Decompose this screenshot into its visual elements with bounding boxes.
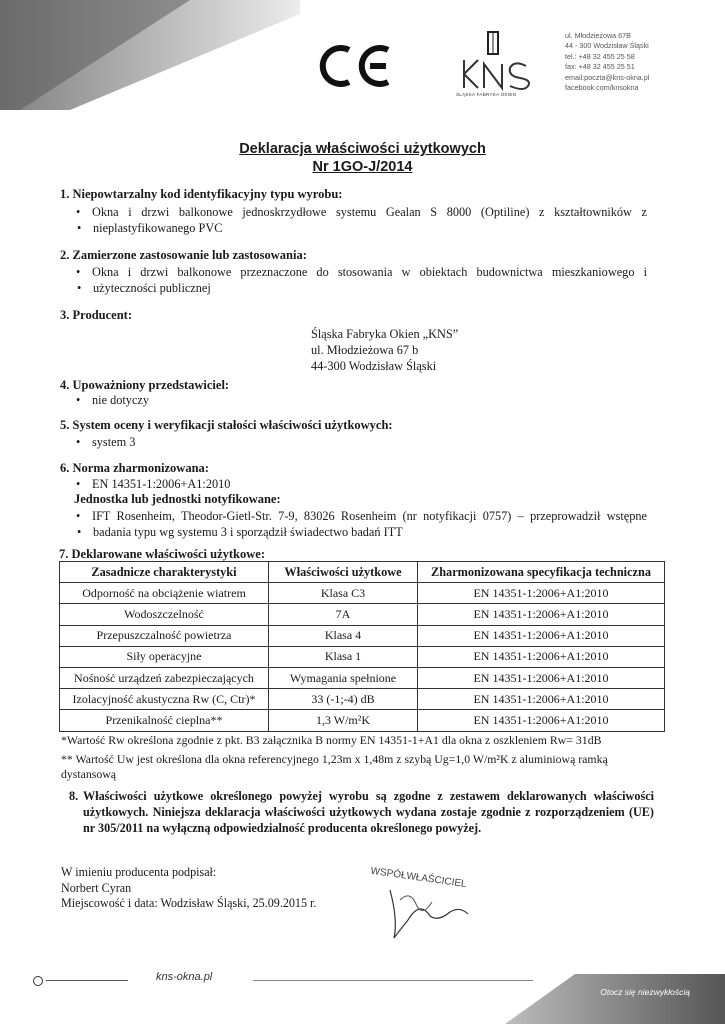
corner-decoration-top (0, 0, 300, 110)
table-row (60, 604, 665, 625)
section-2-heading: 2. Zamierzone zastosowanie lub zastosowania: (60, 248, 307, 262)
table-cell: EN 14351-1:2006+A1:2010 (418, 689, 665, 710)
footnote-uw-cont: dystansową (61, 767, 117, 781)
table-cell: Przepuszczalność powietrza (60, 625, 269, 646)
section-8-number: 8. (69, 789, 79, 803)
section-5-bullet: • system 3 (92, 434, 135, 451)
table-cell: Klasa C3 (269, 583, 418, 604)
address-line: facebook.com/knsokna (565, 83, 639, 93)
title-line-2: Nr 1GO-J/2014 (312, 159, 413, 175)
footnote-rw: *Wartość Rw określona zgodnie z pkt. B3 załącznika B normy EN 14351-1+A1 dla okna z oszkleniem Rw= 31dB (61, 733, 602, 747)
section-4-heading: 4. Upoważniony przedstawiciel: (60, 378, 230, 392)
address-line: 44 - 300 Wodzisław Śląski (565, 41, 649, 51)
table-cell: Izolacyjność akustyczna Rw (C, Ctr)* (60, 689, 269, 710)
table-cell: Klasa 1 (269, 646, 418, 667)
kns-logo (458, 28, 538, 98)
section-5-heading: 5. System oceny i weryfikacji stałości właściwości użytkowych: (60, 418, 393, 432)
section-6-bullet-2-cont: • badania typu wg systemu 3 i sporządził świadectwo badań ITT (93, 524, 403, 541)
footnote-uw: ** Wartość Uw jest określona dla okna referencyjnego 1,23m x 1,48m z szybą Ug=1,0 W/m²K z aluminiową ramką (61, 752, 608, 766)
table-cell: EN 14351-1:2006+A1:2010 (418, 604, 665, 625)
section-6-bullet-2: • IFT Rosenheim, Theodor-Gietl-Str. 7-9, 83026 Rosenheim (nr notyfikacji 0757) – przeprowadził wstępne (92, 508, 647, 525)
table-cell: EN 14351-1:2006+A1:2010 (418, 667, 665, 688)
section-8 (69, 788, 654, 836)
title-line-1: Deklaracja właściwości użytkowych (239, 141, 486, 157)
signatory-name: Norbert Cyran (61, 880, 132, 895)
table-header-row (60, 562, 665, 583)
column-header: Zasadnicze charakterystyki (60, 562, 269, 583)
corner-decoration-bottom (505, 974, 725, 1024)
table-row (60, 689, 665, 710)
section-7-heading: 7. Deklarowane właściwości użytkowe: (59, 547, 265, 561)
table-row (60, 710, 665, 731)
address-line: ul. Młodzieżowa 67B (565, 31, 631, 40)
section-2-bullet-cont: • użyteczności publicznej (93, 280, 211, 297)
table-row (60, 646, 665, 667)
section-4-bullet: • nie dotyczy (92, 392, 149, 409)
table-cell: 7A (269, 604, 418, 625)
table-cell: EN 14351-1:2006+A1:2010 (418, 646, 665, 667)
footer-circle-icon (33, 976, 43, 986)
footer-slogan: Otocz się niezwykłością (600, 987, 690, 997)
table-row (60, 625, 665, 646)
stamp-text: WSPÓŁWŁAŚCICIEL (369, 865, 468, 891)
properties-table (59, 561, 665, 732)
footer-rule (253, 980, 533, 981)
signature-block (61, 865, 316, 912)
section-1-bullet-cont: • nieplastyfikowanego PVC (93, 220, 222, 237)
table-cell: EN 14351-1:2006+A1:2010 (418, 583, 665, 604)
company-address (565, 31, 649, 93)
place-and-date: Miejscowość i data: Wodzisław Śląski, 25.09.2015 r. (61, 896, 317, 910)
table-cell: EN 14351-1:2006+A1:2010 (418, 710, 665, 731)
logo-tagline: ŚLĄSKA FABRYKA OKIEN (456, 92, 517, 97)
section-6-bullet: • EN 14351-1:2006+A1:2010 (92, 476, 230, 493)
signature-stamp (360, 860, 500, 950)
section-1-heading: 1. Niepowtarzalny kod identyfikacyjny typu wyrobu: (60, 187, 343, 201)
table-cell: Odporność na obciążenie wiatrem (60, 583, 269, 604)
footer-rule (46, 980, 128, 981)
section-1-bullet: • Okna i drzwi balkonowe jednoskrzydłowe systemu Gealan S 8000 (Optiline) z kształtowników z (92, 204, 647, 221)
table-cell: EN 14351-1:2006+A1:2010 (418, 625, 665, 646)
table-row (60, 667, 665, 688)
section-6-heading: 6. Norma zharmonizowana: (60, 461, 209, 475)
table-cell: Siły operacyjne (60, 646, 269, 667)
section-6-subheading: Jednostka lub jednostki notyfikowane: (74, 492, 281, 506)
document-title (0, 140, 725, 176)
table-cell: Nośność urządzeń zabezpieczających (60, 667, 269, 688)
producer-name: Śląska Fabryka Okien „KNS” (311, 327, 459, 341)
column-header: Właściwości użytkowe (269, 562, 418, 583)
section-2-bullet: • Okna i drzwi balkonowe przeznaczone do stosowania w obiektach budownictwa mieszkaniowego i (92, 264, 647, 281)
column-header: Zharmonizowana specyfikacja techniczna (418, 562, 665, 583)
ce-mark (318, 42, 396, 90)
table-cell: Klasa 4 (269, 625, 418, 646)
section-8-text: Właściwości użytkowe określonego powyżej wyrobu są zgodne z zestawem deklarowanych właściwości użytkowych. Niniejsza deklaracja właściwości użytkowych wydana zostaje zgodnie z rozporządzeniem (UE) nr 305/2011 na wyłączną odpowiedzialność producenta określonego powyżej. (83, 789, 654, 835)
producer-street: ul. Młodzieżowa 67 b (311, 343, 419, 357)
address-line: fax: +48 32 455 25 51 (565, 62, 635, 72)
address-line: email:poczta@kns-okna.pl (565, 72, 650, 82)
table-cell: Wymagania spełnione (269, 667, 418, 688)
producer-city: 44-300 Wodzisław Śląski (311, 359, 437, 373)
table-row (60, 583, 665, 604)
section-3-heading: 3. Producent: (60, 308, 132, 322)
table-cell: Wodoszczelność (60, 604, 269, 625)
table-cell: 1,3 W/m²K (269, 710, 418, 731)
address-line: tel.: +48 32 455 25 58 (565, 51, 635, 61)
signature-line: W imieniu producenta podpisał: (61, 865, 217, 879)
footer-website[interactable]: kns-okna.pl (156, 971, 213, 983)
table-cell: Przenikalność cieplna** (60, 710, 269, 731)
table-cell: 33 (-1;-4) dB (269, 689, 418, 710)
